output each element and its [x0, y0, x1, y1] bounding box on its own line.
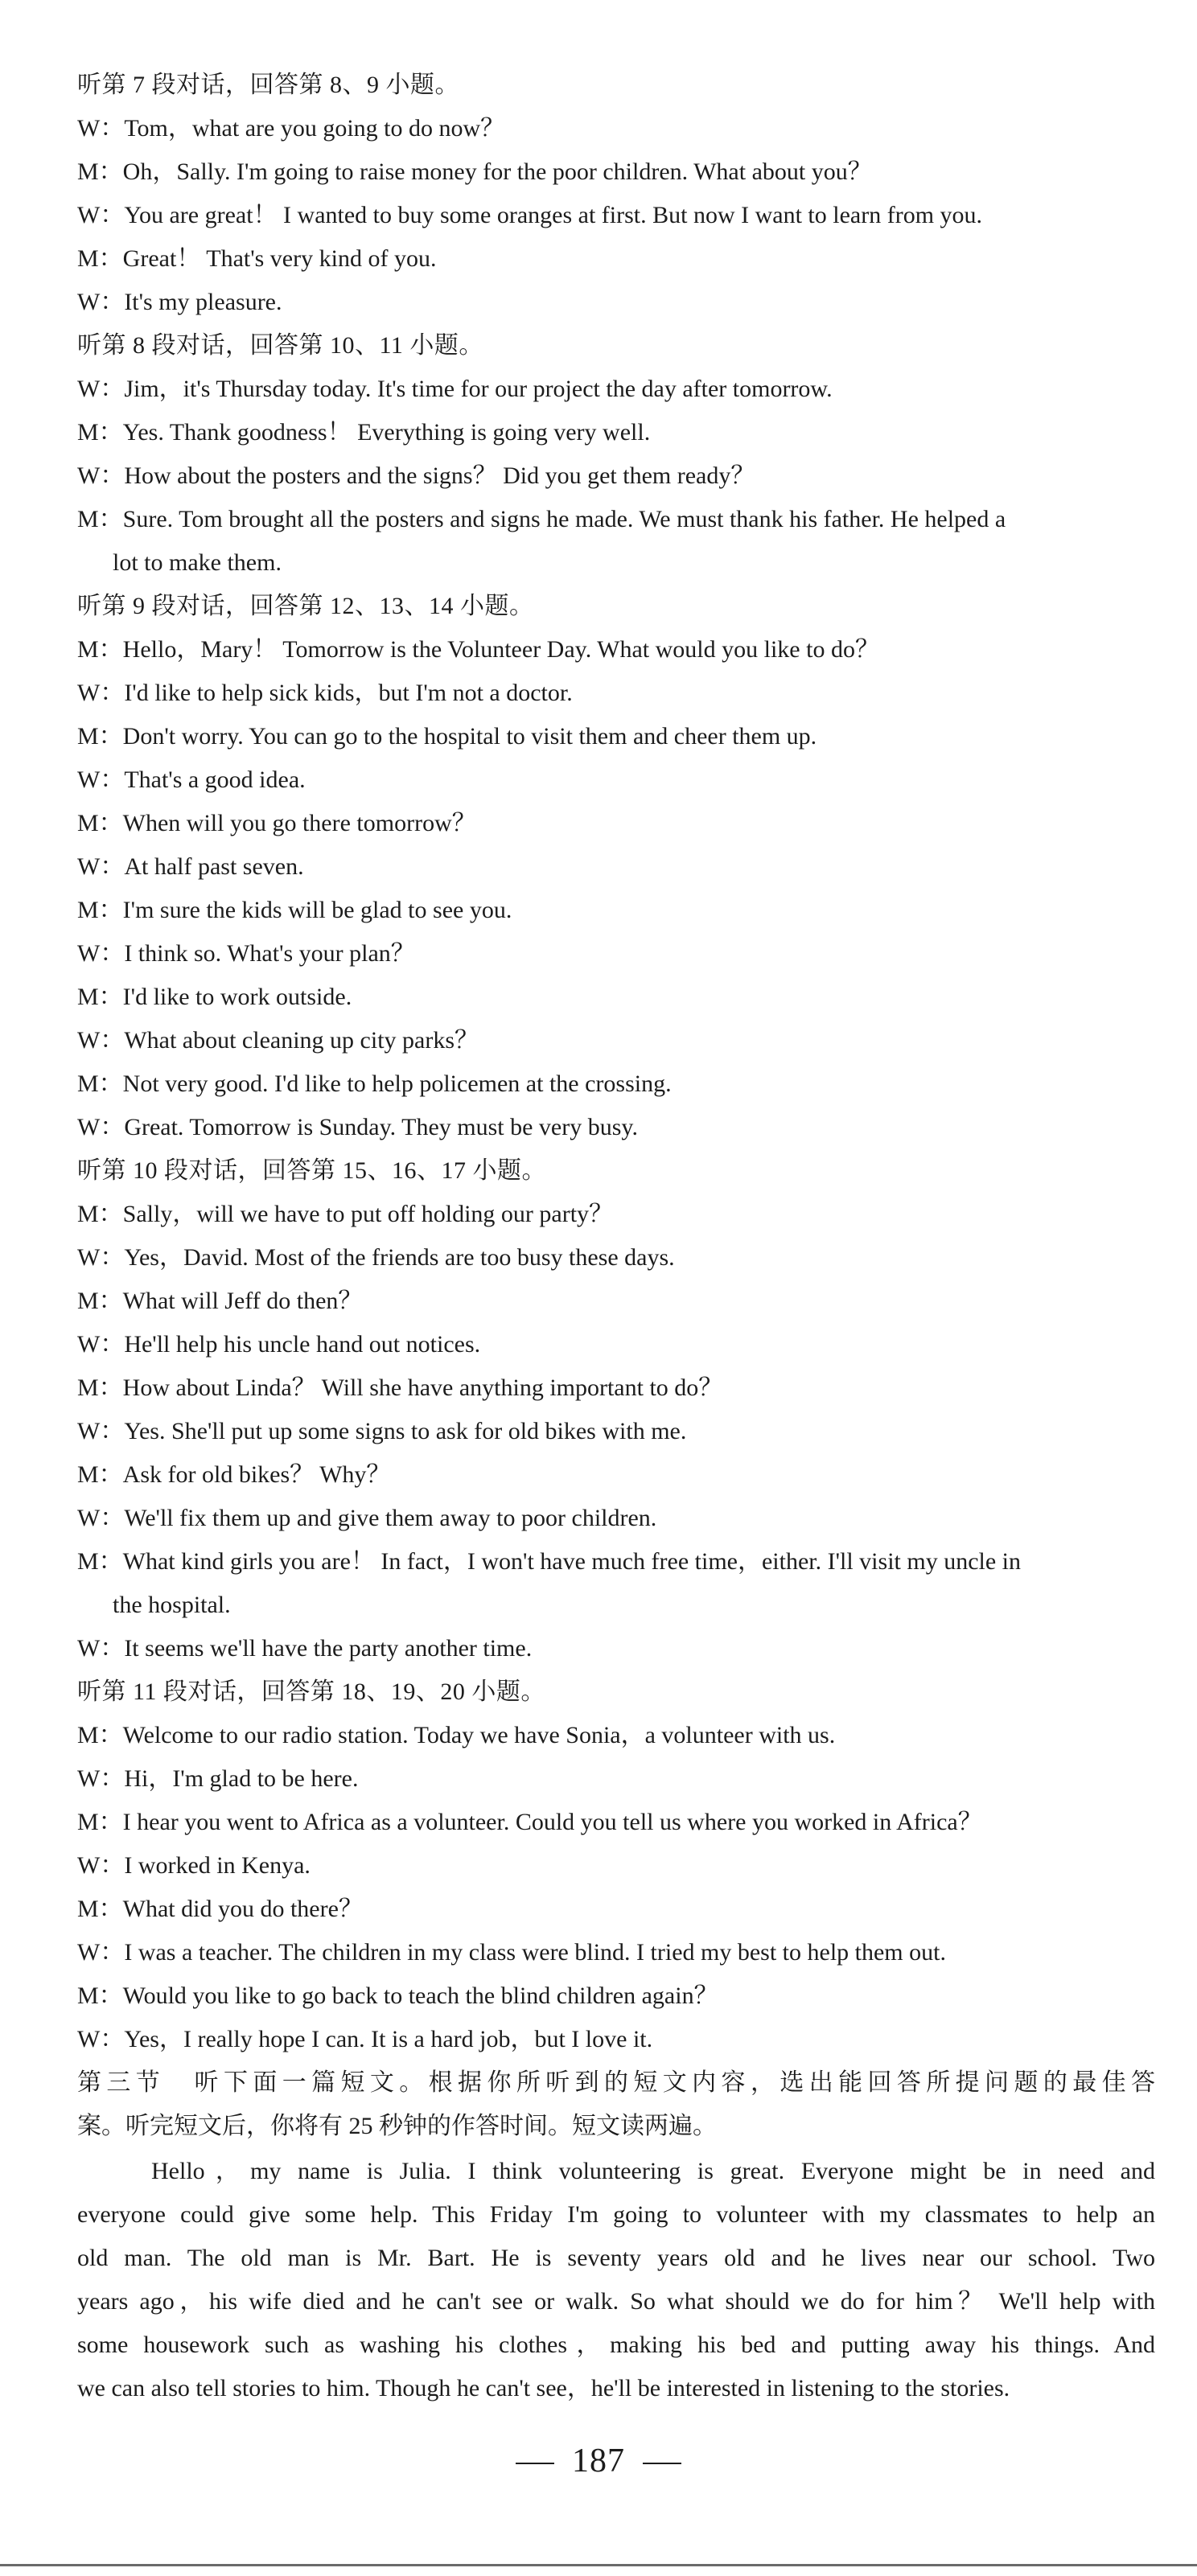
dialogue-line: M：When will you go there tomorrow？	[77, 810, 476, 836]
dialogue-line: M：I'm sure the kids will be glad to see you.	[77, 897, 512, 923]
dialogue-8-heading: 听第 8 段对话，回答第 10、11 小题。	[77, 332, 483, 359]
dialogue-line: M：Oh，Sally. I'm going to raise money for the poor children. What about you？	[77, 158, 872, 185]
dialogue-line: M：I'd like to work outside.	[77, 984, 352, 1010]
dialogue-line: W：Jim，it's Thursday today. It's time for our project the day after tomorrow.	[77, 376, 833, 402]
dialogue-line: M：What kind girls you are！ In fact，I won't have much free time，either. I'll visit my uncle in	[77, 1548, 1022, 1575]
dialogue-line: W：At half past seven.	[77, 853, 304, 880]
footer-dash-right	[643, 2463, 681, 2464]
dialogue-line: W：Great. Tomorrow is Sunday. They must be very busy.	[77, 1114, 638, 1140]
passage-line: we can also tell stories to him. Though he can't see，he'll be interested in listening to the stories.	[77, 2375, 1010, 2401]
passage-line: old man. The old man is Mr. Bart. He is seventy years old and he lives near our school. Two	[77, 2245, 1155, 2271]
dialogue-line: W：I worked in Kenya.	[77, 1852, 311, 1879]
dialogue-line: W：Tom，what are you going to do now？	[77, 115, 505, 142]
dialogue-line: W：Yes. She'll put up some signs to ask for old bikes with me.	[77, 1418, 687, 1444]
dialogue-line: W：Yes，I really hope I can. It is a hard job，but I love it.	[77, 2026, 653, 2052]
dialogue-line: W：That's a good idea.	[77, 766, 306, 793]
dialogue-line: W：It's my pleasure.	[77, 289, 282, 315]
bottom-rule	[0, 2564, 1197, 2566]
dialogue-line: M：What will Jeff do then？	[77, 1288, 363, 1314]
dialogue-line: M：Great！ That's very kind of you.	[77, 245, 437, 272]
dialogue-line: M：Would you like to go back to teach the blind children again？	[77, 1982, 718, 2009]
passage-line: everyone could give some help. This Friday I'm going to volunteer with my classmates to help an	[77, 2201, 1155, 2228]
dialogue-line: M：Sally，will we have to put off holding our party？	[77, 1201, 614, 1227]
dialogue-line: W：How about the posters and the signs？ Did you get them ready？	[77, 462, 755, 489]
dialogue-line: M：Sure. Tom brought all the posters and signs he made. We must thank his father. He helped a	[77, 506, 1006, 532]
page-footer	[0, 2437, 1197, 2485]
footer-dash-left	[516, 2463, 554, 2464]
dialogue-line: W：I'd like to help sick kids，but I'm not a doctor.	[77, 680, 573, 706]
dialogue-line: W：You are great！ I wanted to buy some oranges at first. But now I want to learn from you.	[77, 202, 983, 228]
dialogue-line: W：What about cleaning up city parks？	[77, 1027, 479, 1054]
dialogue-7-heading: 听第 7 段对话，回答第 8、9 小题。	[77, 72, 459, 98]
dialogue-line: M：I hear you went to Africa as a volunteer. Could you tell us where you worked in Africa？	[77, 1809, 982, 1835]
dialogue-line-continuation: lot to make them.	[113, 549, 282, 576]
dialogue-line: M：How about Linda？ Will she have anything important to do？	[77, 1374, 723, 1401]
passage-line: years ago，his wife died and he can't see or walk. So what should we do for him？ We'll help with	[77, 2288, 1155, 2315]
dialogue-line: W：It seems we'll have the party another time.	[77, 1635, 533, 1662]
section-3-instructions: 第三节 听下面一篇短文。根据你所听到的短文内容，选出能回答所提问题的最佳答	[77, 2069, 1155, 2096]
dialogue-line: M：Don't worry. You can go to the hospital to visit them and cheer them up.	[77, 723, 817, 750]
dialogue-line: M：Hello，Mary！ Tomorrow is the Volunteer Day. What would you like to do？	[77, 636, 879, 663]
dialogue-11-heading: 听第 11 段对话，回答第 18、19、20 小题。	[77, 1678, 545, 1705]
dialogue-line: W：Yes，David. Most of the friends are too busy these days.	[77, 1244, 675, 1271]
dialogue-line: W：We'll fix them up and give them away to poor children.	[77, 1505, 657, 1531]
dialogue-line: W：I think so. What's your plan？	[77, 940, 415, 967]
dialogue-line: M：Yes. Thank goodness！ Everything is going very well.	[77, 419, 651, 446]
dialogue-line-continuation: the hospital.	[113, 1592, 231, 1618]
dialogue-9-heading: 听第 9 段对话，回答第 12、13、14 小题。	[77, 593, 534, 619]
passage-line: some housework such as washing his clothes，making his bed and putting away his things. And	[77, 2332, 1155, 2358]
page-number: 187	[572, 2442, 625, 2479]
dialogue-10-heading: 听第 10 段对话，回答第 15、16、17 小题。	[77, 1157, 546, 1184]
dialogue-line: M：Welcome to our radio station. Today we have Sonia，a volunteer with us.	[77, 1722, 836, 1748]
passage-line: Hello，my name is Julia. I think volunteering is great. Everyone might be in need and	[151, 2158, 1155, 2184]
dialogue-line: M：Ask for old bikes？ Why？	[77, 1461, 391, 1488]
dialogue-line: M：What did you do there？	[77, 1896, 363, 1922]
dialogue-line: W：Hi，I'm glad to be here.	[77, 1765, 359, 1792]
dialogue-line: M：Not very good. I'd like to help policemen at the crossing.	[77, 1070, 672, 1097]
dialogue-line: W：He'll help his uncle hand out notices.	[77, 1331, 481, 1358]
section-3-instructions: 案。听完短文后，你将有 25 秒钟的作答时间。短文读两遍。	[77, 2113, 717, 2139]
dialogue-line: W：I was a teacher. The children in my class were blind. I tried my best to help them out.	[77, 1939, 946, 1966]
